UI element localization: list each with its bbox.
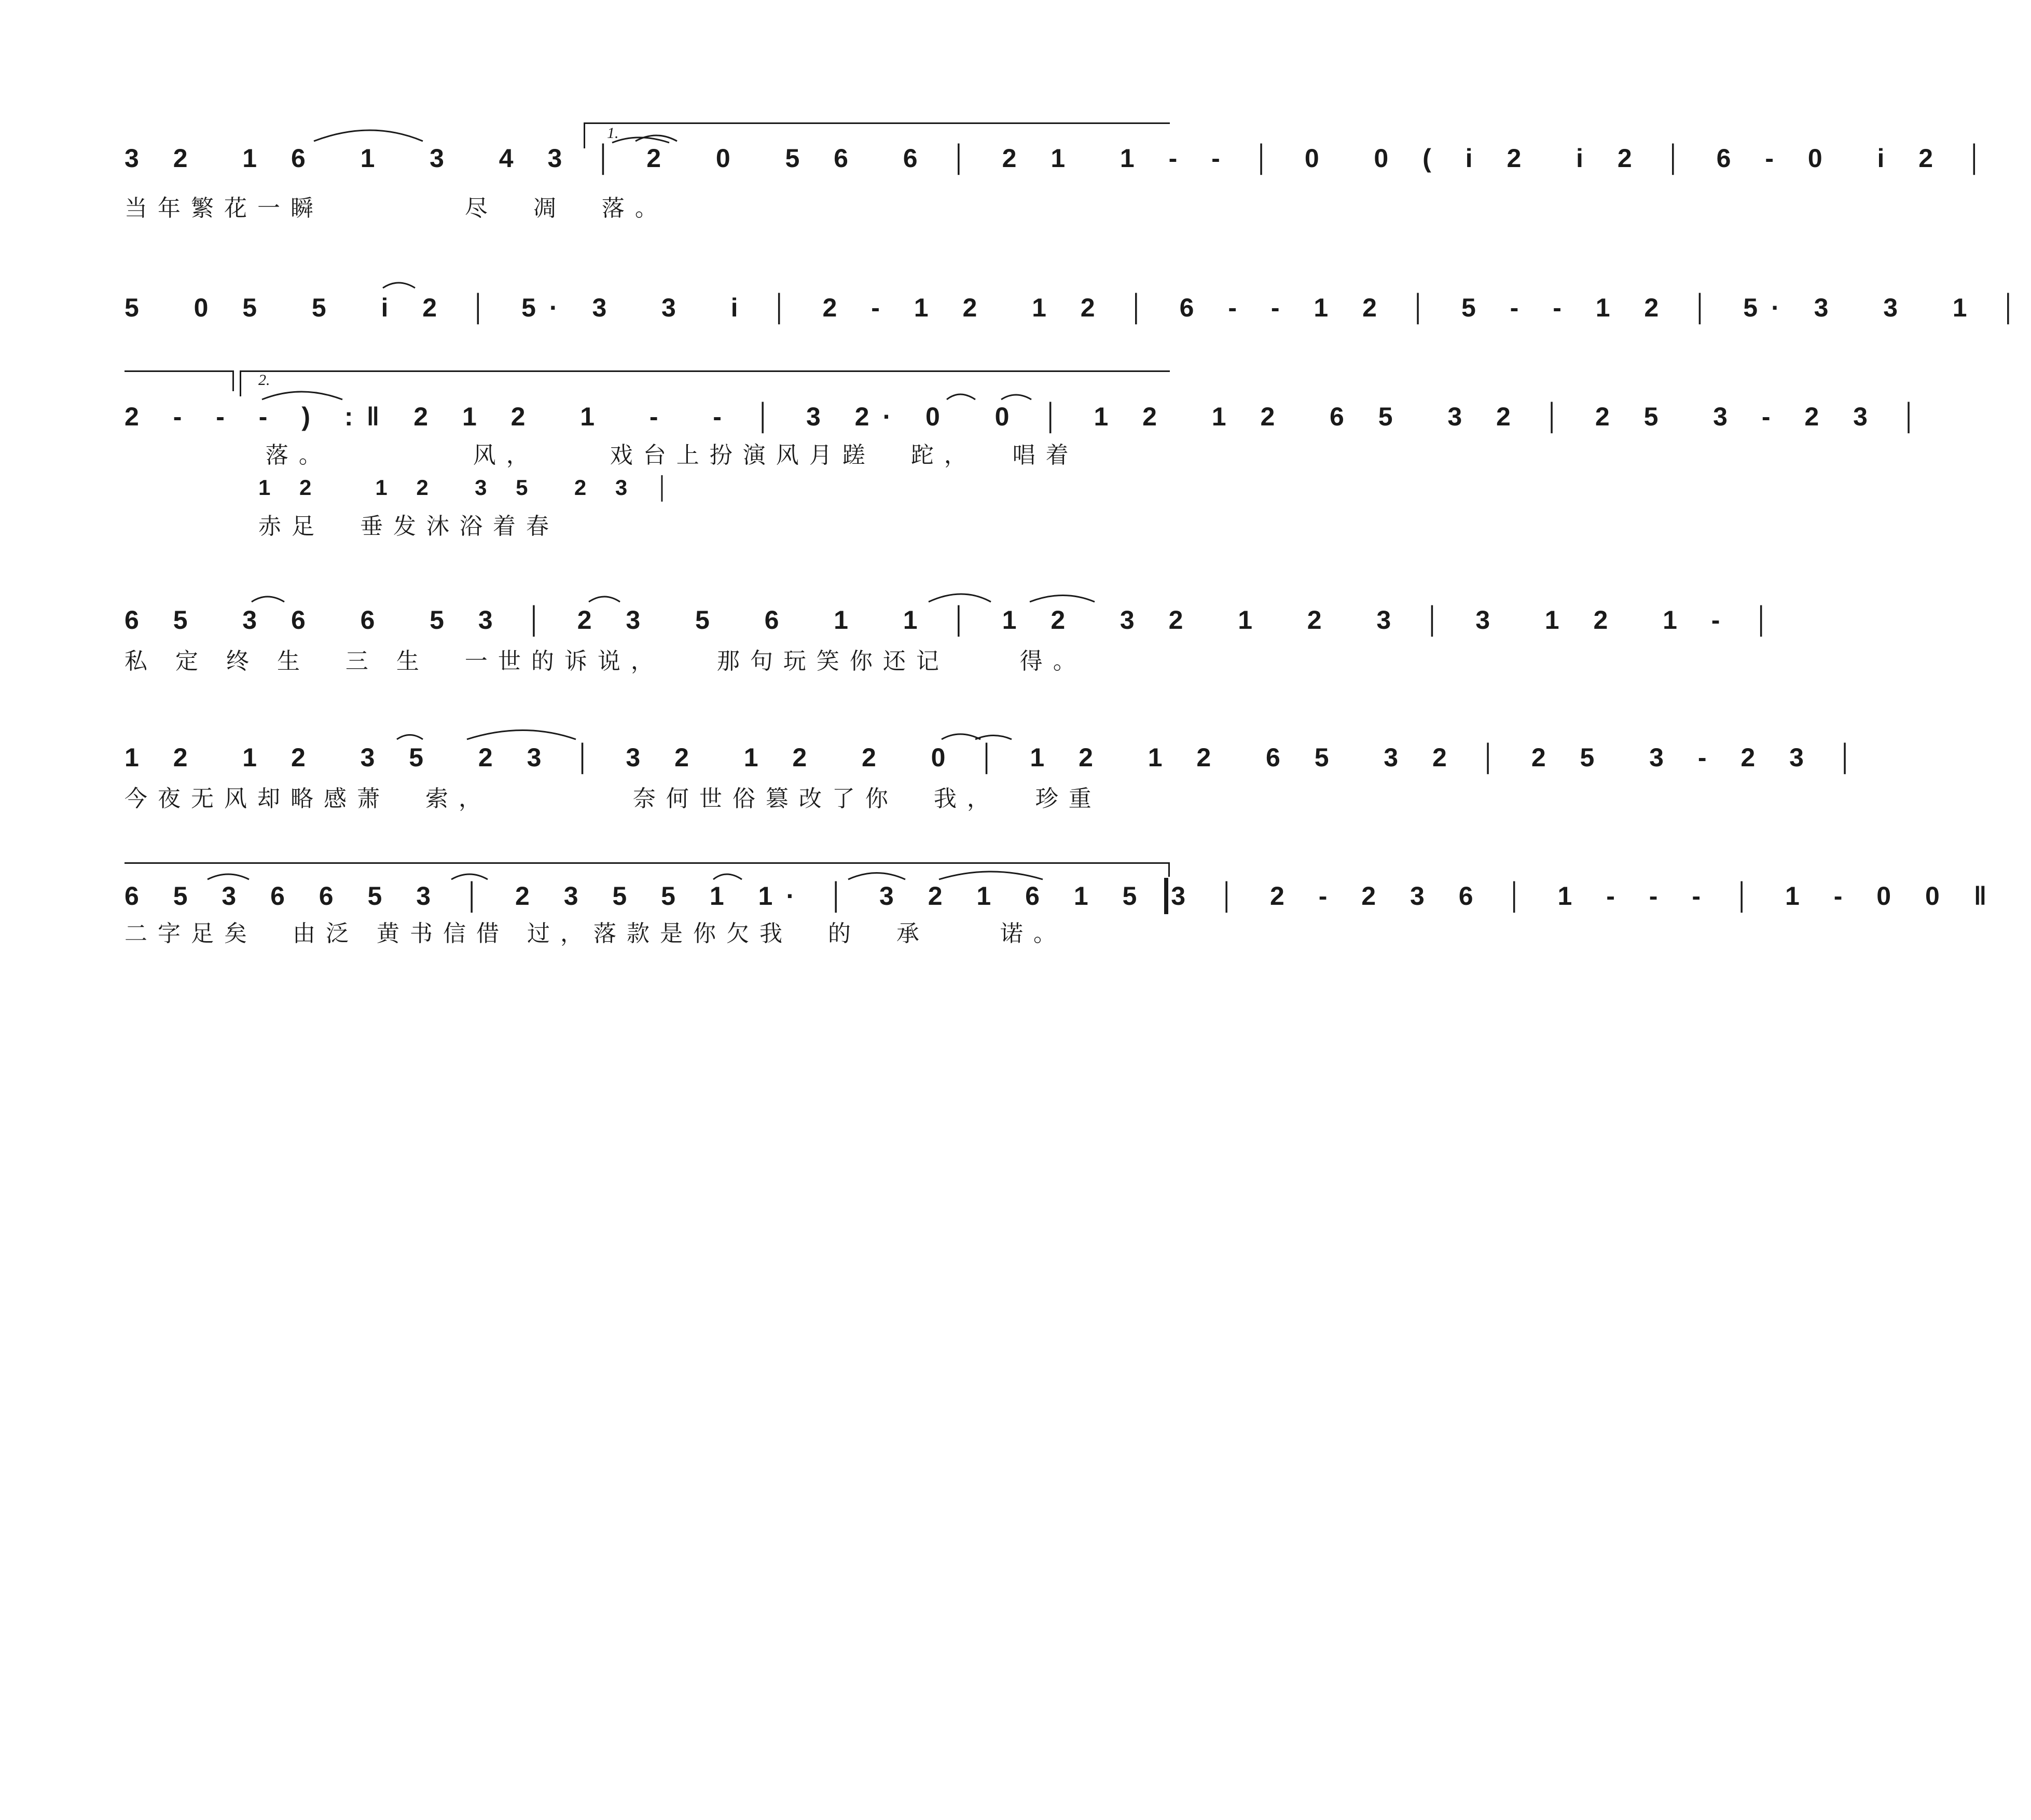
slur-mark [947,394,975,399]
slur-mark [252,597,284,602]
lyrics-line-6: 二字足矣 由泛 黄书信借 过，落款是你欠我 的 承 诺。 [125,920,1067,947]
slur-mark [397,735,423,740]
slur-mark [467,730,576,740]
notation-line-4: 6 5 3 6 6 5 3 │ 2 3 5 6 1 1 │ 1 2 3 2 1 2 3 │ 3 1 2 1 - │ [125,605,1784,635]
alternate-notation-line-3: 1 2 1 2 3 5 2 3 │ [258,475,682,500]
slur-mark [942,734,980,739]
lyrics-line-3: 落。 风， 戏台上扮演风月蹉 跎， 唱着 [125,442,1079,468]
lyrics-line-1: 当年繁花一瞬 尽 凋 落。 [125,195,668,222]
volta-label-1: 1. [607,125,619,142]
slur-mark [208,874,249,879]
slur-mark [1030,596,1095,602]
notation-line-5: 1 2 1 2 3 5 2 3 │ 3 2 1 2 2 0 │ 1 2 1 2 6 5 3 2 │ 2 5 3 - 2 3 │ [125,743,1868,772]
slur-mark [848,873,905,880]
volta-label-2: 2. [258,371,270,389]
slur-mark [939,872,1043,879]
notation-line-6: 6 5 3 6 6 5 3 │ 2 3 5 5 1 1· │ 3 2 1 6 1 5 3 │ 2 - 2 3 6 │ 1 - - - │ 1 - 0 0 ‖ [125,881,2000,911]
slur-mark [383,283,415,288]
slur-mark [589,597,620,602]
notation-line-2: 5 0 5 5 i 2 │ 5· 3 3 i │ 2 - 1 2 1 2 │ 6 - - 1 2 │ 5 - - 1 2 │ 5· 3 3 1 │ [125,293,2031,322]
notation-line-3: 2 - - - ) :‖ 2 1 2 1 - - │ 3 2· 0 0 │ 1 2 1 2 6 5 3 2 │ 2 5 3 - 2 3 │ [125,402,1932,431]
slur-mark [1001,395,1031,399]
slur-mark [314,130,423,141]
slur-mark [262,392,342,399]
alternate-lyrics-line-3: 赤足 垂发沐浴着春 [258,513,559,540]
notation-line-1: 3 2 1 6 1 3 4 3 │ 2 0 5 6 6 │ 2 1 1 - - │ 0 0 ( i 2 i 2 │ 6 - 0 i 2 │ [125,144,1997,173]
slur-mark [451,874,488,879]
lyrics-line-5: 今夜无风却略感萧 索， 奈何世俗篡改了你 我， 珍重 [125,785,1102,812]
slur-mark [929,594,991,602]
slur-mark [612,137,669,143]
slur-mark [713,874,742,879]
lyrics-line-4: 私 定 终 生 三 生 一世的诉说， 那句玩笑你还记 得。 [125,648,1086,674]
